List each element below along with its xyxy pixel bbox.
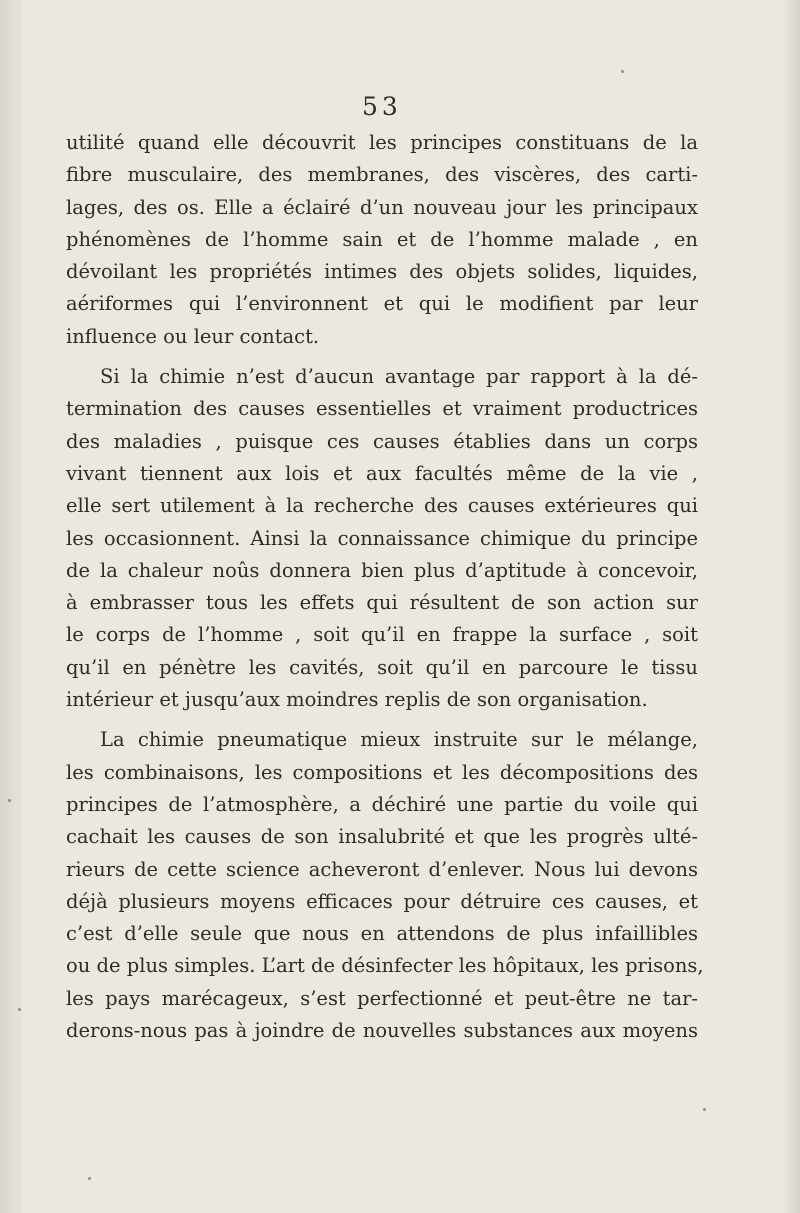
ink-speck bbox=[621, 70, 624, 73]
text-line: qu’il en pénètre les cavités, soit qu’il en parcoure le tissu bbox=[66, 655, 698, 679]
body-text bbox=[66, 127, 704, 1047]
text-line: phénomènes de l’homme sain et de l’homme malade , en bbox=[66, 227, 698, 251]
text-line: cachait les causes de son insalubrité et que les progrès ulté- bbox=[66, 825, 698, 849]
ink-speck bbox=[18, 1008, 21, 1011]
ink-speck bbox=[703, 1108, 706, 1111]
text-line: utilité quand elle découvrit les principes constituans de la bbox=[66, 131, 698, 154]
ink-speck bbox=[8, 799, 11, 802]
text-line: elle sert utilement à la recherche des causes extérieures qui bbox=[66, 494, 698, 518]
text-line: ou de plus simples. L’art de désinfecter les hôpitaux, les prisons, bbox=[66, 954, 704, 978]
paragraph-3 bbox=[66, 724, 704, 1047]
page-left-edge bbox=[0, 0, 22, 1213]
paragraph-2 bbox=[66, 361, 698, 716]
text-line: lages, des os. Elle a éclairé d’un nouveau jour les principaux bbox=[66, 195, 698, 219]
ink-speck bbox=[88, 1177, 91, 1180]
text-line: principes de l’atmosphère, a déchiré une partie du voile qui bbox=[66, 792, 698, 816]
text-line: les combinaisons, les compositions et les décompositions des bbox=[66, 760, 698, 784]
text-line: les pays marécageux, s’est perfectionné et peut-être ne tar- bbox=[66, 986, 698, 1010]
text-line: Si la chimie n’est d’aucun avantage par rapport à la dé- bbox=[100, 365, 698, 389]
text-line: de la chaleur noûs donnera bien plus d’aptitude à concevoir, bbox=[66, 558, 698, 582]
text-line: termination des causes essentielles et vraiment productrices bbox=[66, 397, 698, 421]
text-line: intérieur et jusqu’aux moindres replis de son organisation. bbox=[66, 688, 648, 712]
paragraph-1 bbox=[66, 127, 698, 353]
text-line: c’est d’elle seule que nous en attendons de plus infaillibles bbox=[66, 922, 698, 946]
text-line: aériformes qui l’environnent et qui le modifient par leur bbox=[66, 292, 698, 316]
page-right-edge bbox=[782, 0, 800, 1213]
page-number: 53 bbox=[362, 92, 402, 121]
text-line: les occasionnent. Ainsi la connaissance chimique du principe bbox=[66, 526, 698, 550]
text-line: La chimie pneumatique mieux instruite sur le mélange, bbox=[100, 728, 698, 752]
text-line: le corps de l’homme , soit qu’il en frappe la surface , soit bbox=[66, 623, 698, 647]
text-line: dévoilant les propriétés intimes des objets solides, liquides, bbox=[66, 260, 698, 284]
text-line: vivant tiennent aux lois et aux facultés même de la vie , bbox=[66, 461, 698, 485]
text-line: des maladies , puisque ces causes établies dans un corps bbox=[66, 429, 698, 453]
text-line: rieurs de cette science acheveront d’enlever. Nous lui devons bbox=[66, 857, 698, 881]
text-line: déjà plusieurs moyens efficaces pour détruire ces causes, et bbox=[66, 889, 698, 913]
text-line: à embrasser tous les effets qui résultent de son action sur bbox=[66, 591, 698, 615]
text-line: derons-nous pas à joindre de nouvelles substances aux moyens bbox=[66, 1019, 698, 1043]
text-line: influence ou leur contact. bbox=[66, 324, 320, 348]
text-line: fibre musculaire, des membranes, des viscères, des carti- bbox=[66, 163, 698, 187]
